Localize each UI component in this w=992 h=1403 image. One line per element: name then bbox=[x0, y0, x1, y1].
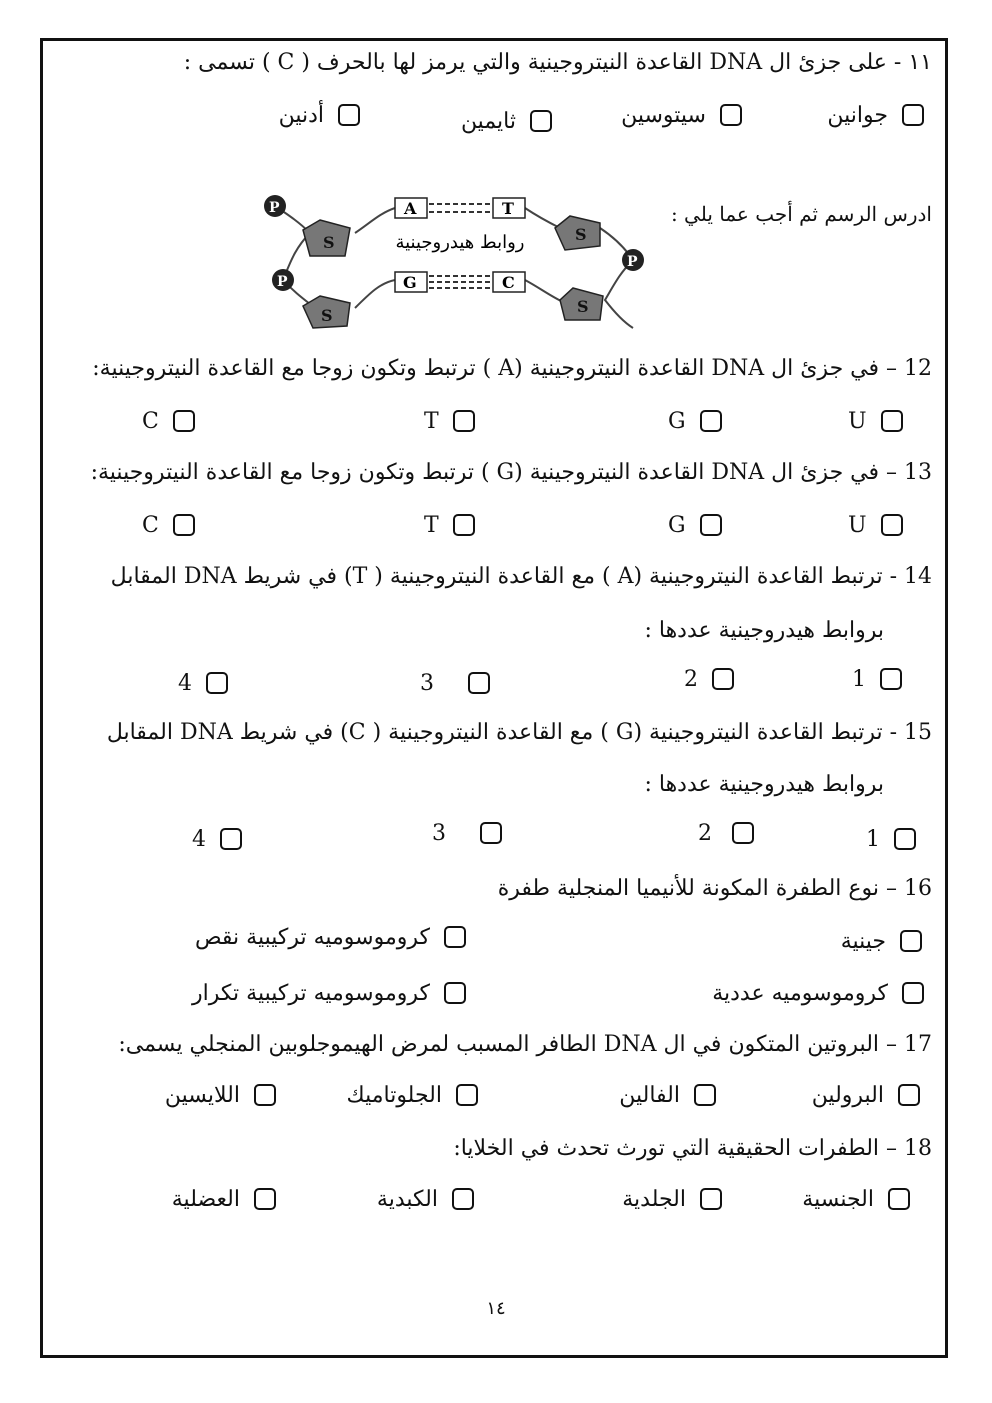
phosphate-label: P bbox=[627, 254, 638, 270]
checkbox[interactable] bbox=[173, 410, 195, 432]
q14-option-2[interactable]: 2 bbox=[684, 664, 734, 694]
q11-option-1[interactable]: جوانين bbox=[827, 100, 924, 130]
sugar-label: S bbox=[575, 225, 587, 244]
right-base-links bbox=[525, 208, 565, 303]
q18-option-4[interactable]: العضلية bbox=[172, 1184, 276, 1214]
q17-option-3[interactable]: الجلوتاميك bbox=[347, 1080, 478, 1110]
q18-option-1[interactable]: الجنسية bbox=[802, 1184, 910, 1214]
checkbox[interactable] bbox=[530, 110, 552, 132]
checkbox[interactable] bbox=[720, 104, 742, 126]
q13-option-T[interactable]: T bbox=[424, 510, 475, 540]
q15-option-2[interactable]: 2 bbox=[698, 818, 754, 848]
checkbox[interactable] bbox=[888, 1188, 910, 1210]
checkbox[interactable] bbox=[694, 1084, 716, 1106]
checkbox[interactable] bbox=[700, 1188, 722, 1210]
q15-option-4[interactable]: 4 bbox=[192, 824, 242, 854]
q12-option-C[interactable]: C bbox=[142, 406, 195, 436]
checkbox[interactable] bbox=[881, 514, 903, 536]
q11-option-4[interactable]: أدنين bbox=[279, 100, 360, 130]
checkbox[interactable] bbox=[444, 926, 466, 948]
checkbox[interactable] bbox=[444, 982, 466, 1004]
base-label-right: C bbox=[502, 273, 515, 292]
diagram-instruction: ادرس الرسم ثم أجب عما يلي : bbox=[670, 202, 932, 226]
q15-option-1[interactable]: 1 bbox=[866, 824, 916, 854]
question-11-text: ١١ - على جزئ ال DNA القاعدة النيتروجينية والتي يرمز لها بالحرف ( C ) تسمى : bbox=[183, 50, 932, 75]
checkbox[interactable] bbox=[712, 668, 734, 690]
q16-option-2[interactable]: كروموسوميه تركيبية نقص bbox=[195, 922, 466, 952]
question-18-text: 18 – الطفرات الحقيقية التي تورث تحدث في الخلايا: bbox=[453, 1136, 932, 1161]
q17-option-2[interactable]: الفالين bbox=[619, 1080, 716, 1110]
q14-option-3[interactable]: 3 bbox=[420, 668, 490, 698]
q13-option-G[interactable]: G bbox=[668, 510, 722, 540]
checkbox[interactable] bbox=[700, 410, 722, 432]
checkbox[interactable] bbox=[732, 822, 754, 844]
q13-option-U[interactable]: U bbox=[848, 510, 903, 540]
q12-option-T[interactable]: T bbox=[424, 406, 475, 436]
checkbox[interactable] bbox=[700, 514, 722, 536]
sugar-label: S bbox=[321, 306, 333, 325]
question-16-text: 16 – نوع الطفرة المكونة للأنيميا المنجلية طفرة bbox=[497, 876, 932, 901]
base-label-right: T bbox=[502, 199, 514, 218]
dna-diagram bbox=[255, 188, 655, 343]
q16-option-3[interactable]: كروموسوميه عددية bbox=[712, 978, 924, 1008]
checkbox[interactable] bbox=[254, 1188, 276, 1210]
question-14-text: 14 - ترتبط القاعدة النيتروجينية (A ) مع القاعدة النيتروجينية ( T) في شريط DNA المقابل bbox=[110, 564, 932, 589]
q17-option-4[interactable]: اللايسين bbox=[165, 1080, 276, 1110]
checkbox[interactable] bbox=[206, 672, 228, 694]
question-15-continuation: بروابط هيدروجينية عددها : bbox=[644, 772, 884, 797]
checkbox[interactable] bbox=[452, 1188, 474, 1210]
q16-option-4[interactable]: كروموسوميه تركيبية تكرار bbox=[192, 978, 466, 1008]
checkbox[interactable] bbox=[338, 104, 360, 126]
phosphate-label: P bbox=[277, 274, 288, 290]
q14-option-4[interactable]: 4 bbox=[178, 668, 228, 698]
q15-option-3[interactable]: 3 bbox=[432, 818, 502, 848]
question-17-text: 17 – البروتين المتكون في ال DNA الطافر المسبب لمرض الهيموجلوبين المنجلي يسمى: bbox=[118, 1032, 932, 1057]
checkbox[interactable] bbox=[173, 514, 195, 536]
checkbox[interactable] bbox=[880, 668, 902, 690]
q16-option-1[interactable]: جينية bbox=[841, 926, 922, 956]
page-number: ١٤ bbox=[486, 1298, 506, 1319]
q17-option-1[interactable]: البرولين bbox=[812, 1080, 920, 1110]
checkbox[interactable] bbox=[894, 828, 916, 850]
checkbox[interactable] bbox=[900, 930, 922, 952]
checkbox[interactable] bbox=[456, 1084, 478, 1106]
q14-option-1[interactable]: 1 bbox=[852, 664, 902, 694]
checkbox[interactable] bbox=[881, 410, 903, 432]
question-15-text: 15 - ترتبط القاعدة النيتروجينية (G ) مع القاعدة النيتروجينية ( C) في شريط DNA المقابل bbox=[106, 720, 932, 745]
checkbox[interactable] bbox=[902, 982, 924, 1004]
left-backbone bbox=[275, 206, 315, 308]
sugar-label: S bbox=[323, 233, 335, 252]
question-14-continuation: بروابط هيدروجينية عددها : bbox=[644, 618, 884, 643]
q18-option-2[interactable]: الجلدية bbox=[622, 1184, 722, 1214]
checkbox[interactable] bbox=[453, 410, 475, 432]
checkbox[interactable] bbox=[220, 828, 242, 850]
q13-option-C[interactable]: C bbox=[142, 510, 195, 540]
phosphate-label: P bbox=[269, 200, 280, 216]
q11-option-3[interactable]: ثايمين bbox=[461, 106, 552, 136]
checkbox[interactable] bbox=[898, 1084, 920, 1106]
base-label-left: A bbox=[404, 199, 417, 218]
checkbox[interactable] bbox=[902, 104, 924, 126]
right-backbone bbox=[600, 228, 633, 328]
q11-option-2[interactable]: سيتوسين bbox=[621, 100, 742, 130]
sugar-label: S bbox=[577, 297, 589, 316]
q12-option-U[interactable]: U bbox=[848, 406, 903, 436]
left-base-links bbox=[355, 208, 395, 308]
checkbox[interactable] bbox=[453, 514, 475, 536]
hydrogen-bonds-caption: روابط هيدروجينية bbox=[395, 232, 525, 253]
checkbox[interactable] bbox=[468, 672, 490, 694]
checkbox[interactable] bbox=[480, 822, 502, 844]
q12-option-G[interactable]: G bbox=[668, 406, 722, 436]
checkbox[interactable] bbox=[254, 1084, 276, 1106]
base-label-left: G bbox=[403, 273, 417, 292]
question-13-text: 13 – في جزئ ال DNA القاعدة النيتروجينية (G ) ترتبط وتكون زوجا مع القاعدة النيتروجينية: bbox=[90, 460, 932, 485]
question-12-text: 12 – في جزئ ال DNA القاعدة النيتروجينية (A ) ترتبط وتكون زوجا مع القاعدة النيتروجينية: bbox=[92, 356, 932, 381]
q18-option-3[interactable]: الكبدية bbox=[377, 1184, 474, 1214]
